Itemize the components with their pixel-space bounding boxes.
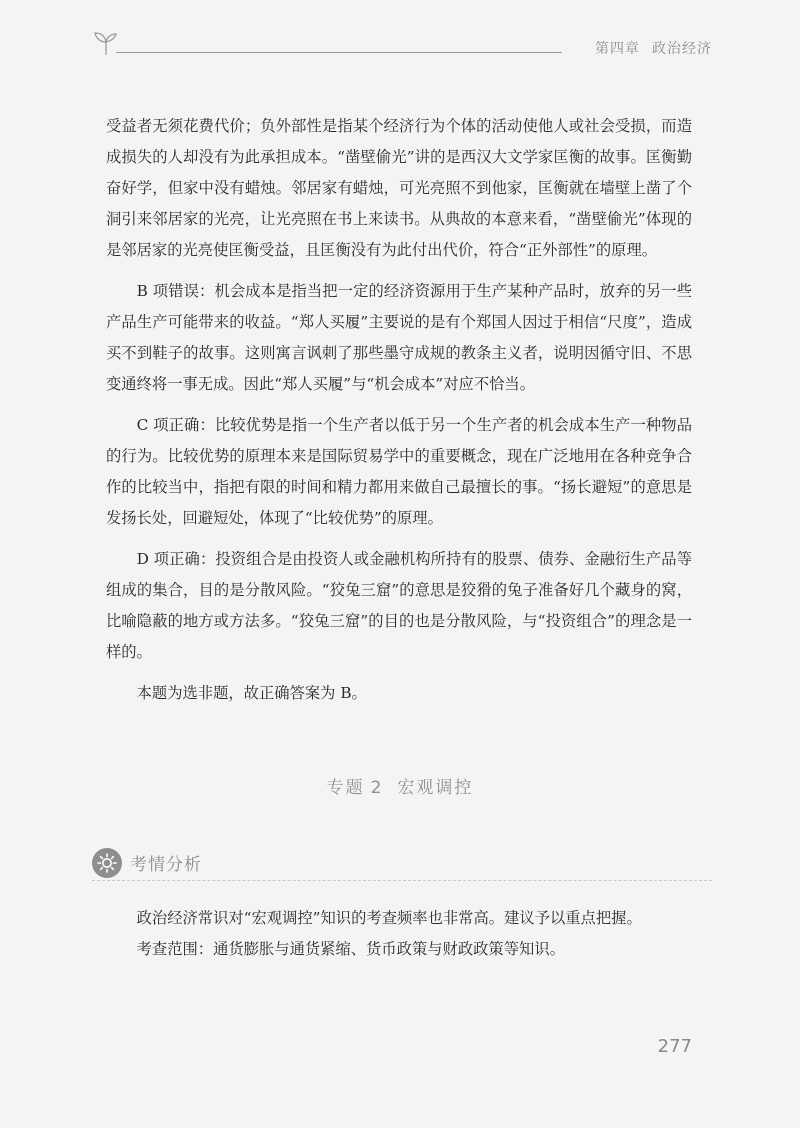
paragraph: B 项错误：机会成本是指当把一定的经济资源用于生产某种产品时，放弃的另一些产品生产可能带来的收益。“郑人买履”主要说的是有个郑国人因过于相信“尺度”，造成买不到鞋子的故事。这则寓言讽刺了那些墨守成规的教条主义者，说明因循守旧、不思变通终将一事无成。因此“郑人买履”与“机会成本”对应不恰当。: [106, 282, 692, 393]
paragraph: 考查范围：通货膨胀与通货紧缩、货币政策与财政政策等知识。: [136, 940, 565, 958]
page-number: 277: [657, 1036, 692, 1057]
paragraph: 本题为选非题，故正确答案为 B。: [136, 684, 367, 702]
running-header: [92, 28, 712, 58]
section-heading: [0, 773, 800, 798]
header-chapter-title: [595, 38, 712, 58]
analysis-heading: [92, 846, 712, 880]
paragraph: D 项正确：投资组合是由投资人或金融机构所持有的股票、债券、金融衍生产品等组成的集合，目的是分散风险。“狡兔三窟”的意思是狡猾的兔子准备好几个藏身的窝，比喻隐蔽的地方或方法多。“狡兔三窟”的目的也是分散风险，与“投资组合”的理念是一样的。: [106, 550, 692, 661]
main-text: [106, 111, 692, 719]
analysis-text: [106, 903, 692, 965]
paragraph: 受益者无须花费代价；负外部性是指某个经济行为个体的活动使他人或社会受损，而造成损失的人却没有为此承担成本。“凿壁偷光”讲的是西汉大文学家匡衡的故事。匡衡勤奋好学，但家中没有蜡烛。邻居家有蜡烛，可光亮照不到他家，匡衡就在墙壁上凿了个洞引来邻居家的光亮，让光亮照在书上来读书。从典故的本意来看，“凿壁偷光”体现的是邻居家的光亮使匡衡受益，且匡衡没有为此付出代价，符合“正外部性”的原理。: [106, 117, 692, 259]
chapter-number: 第四章: [595, 41, 640, 57]
section-prefix: 专题: [326, 778, 365, 798]
paragraph: 政治经济常识对“宏观调控”知识的考查频率也非常高。建议予以重点把握。: [136, 909, 642, 927]
analysis-label: 考情分析: [130, 855, 202, 875]
header-rule: [116, 52, 562, 53]
chapter-title: 政治经济: [652, 41, 712, 57]
section-number: 2: [370, 778, 384, 798]
section-title-text: 宏观调控: [397, 778, 474, 798]
gear-icon: [92, 848, 122, 878]
analysis-divider: [92, 880, 712, 881]
paragraph: C 项正确：比较优势是指一个生产者以低于另一个生产者的机会成本生产一种物品的行为。比较优势的原理本来是国际贸易学中的重要概念，现在广泛地用在各种竞争合作的比较当中，指把有限的时间和精力都用来做自己最擅长的事。“扬长避短”的意思是发扬长处，回避短处，体现了“比较优势”的原理。: [106, 416, 692, 527]
